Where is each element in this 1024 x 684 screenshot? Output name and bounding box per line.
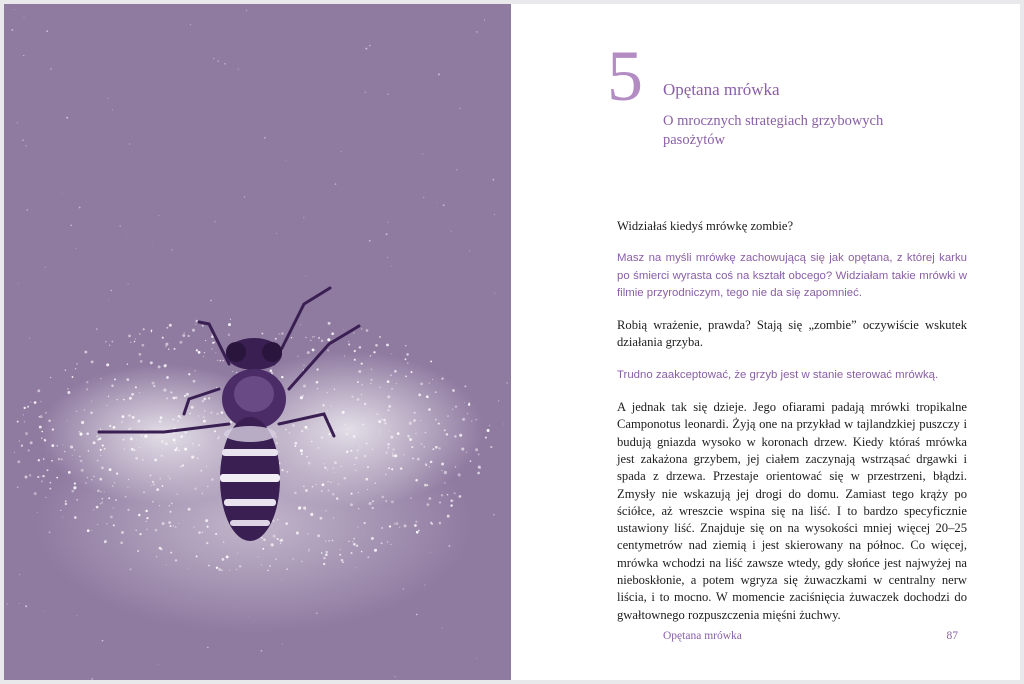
chapter-title: Opętana mrówka bbox=[663, 80, 780, 99]
running-footer-title: Opętana mrówka bbox=[663, 630, 742, 642]
chapter-number: 5 bbox=[607, 36, 643, 116]
chapter-body bbox=[617, 218, 967, 639]
answer-paragraph: Trudno zaakceptować, że grzyb jest w stanie sterować mrówką. bbox=[617, 368, 939, 381]
insect-illustration bbox=[4, 4, 511, 680]
page-number: 87 bbox=[946, 630, 958, 642]
illustration-page bbox=[4, 4, 511, 680]
chapter-subtitle: O mrocznych strategiach grzybowych pasożytów bbox=[663, 113, 884, 148]
question-paragraph: Widziałaś kiedyś mrówkę zombie? bbox=[617, 219, 794, 233]
answer-paragraph: Masz na myśli mrówkę zachowującą się jak opętana, z której karku po śmierci wyrasta coś na kształt obcego? Widziałam takie mrówki w filmie przyrodniczym, tego nie da się zapomnieć. bbox=[617, 252, 967, 299]
question-paragraph: A jednak tak się dzieje. Jego ofiarami padają mrówki tropikalne Camponotus leonardi. Żyją one na przykład w tajlandzkiej puszczy i budują gniazda wysoko w koronach drzew. Kiedy któraś mrówka jest zakażona grzybem, jej ciałem zaczynają wstrząsać drgawki i spada z drzewa. Przestaje orientować się w przestrzeni, błądzi. Zmysły nie wskazują jej drogi do domu. Zamiast tego krąży po ściółce, aż wreszcie wspina się na liść. I to bardzo specyficznie ustawiony liść. Znajduje się on na wysokości mniej więcej 20–25 centymetrów nad ziemią i jest skierowany na północ. Co więcej, mrówka wchodzi na liść zawsze wtedy, gdy słońce jest najwyżej na nieboskłonie, a potem wgryza się żuwaczkami w centralny nerw liścia, i to mocno. W momencie zaciśnięcia żuwaczek dochodzi do gwałtownego rozpuszczenia mięśni żuchwy. bbox=[617, 400, 967, 622]
question-paragraph: Robią wrażenie, prawda? Stają się „zombie” oczywiście wskutek działania grzyba. bbox=[617, 318, 967, 350]
text-page bbox=[511, 4, 1020, 680]
book-spread bbox=[4, 4, 1020, 680]
